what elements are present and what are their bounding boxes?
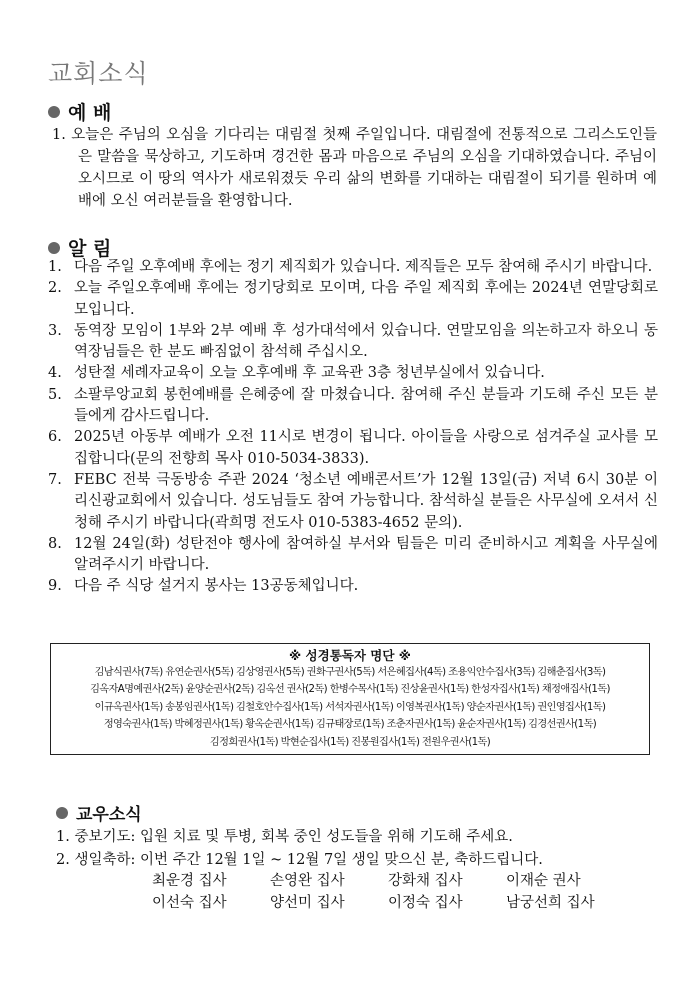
alumni-heading [56,800,142,825]
bible-reader-line: 김정희권사(1독) 박현순집사(1독) 진봉원집사(1독) 전원우권사(1독) [209,736,491,748]
birthday-names-row [152,870,624,892]
notice-text: 다음 주 식당 설거지 봉사는 13공동체입니다. [74,578,359,595]
notice-text: 12월 24일(화) 성탄전야 행사에 참여하실 부서와 팀들은 미리 준비하시고 계획을 사무실에 알려주시기 바랍니다. [74,535,658,574]
notice-item [48,385,658,428]
notice-number: 5. [48,386,62,403]
notice-text: 소팔루앙교회 봉헌예배를 은혜중에 잘 마쳤습니다. 참여해 주신 분들과 기도해 주신 모든 분들에게 감사드립니다. [74,386,658,425]
notice-item [48,576,658,597]
notice-item [48,363,658,384]
bullet-icon [56,807,68,819]
alumni-heading-text: 교우소식 [76,805,142,825]
birthday-name: 최운경 집사 [152,873,227,889]
bible-reader-line: 이규옥권사(1독) 송봉임권사(1독) 김철호안수집사(1독) 서석자권사(1독) 이영복권사(1독) 양순자권사(1독) 권인영집사(1독) [94,701,606,713]
page-title: 교회소식 [48,59,149,88]
notice-item [48,321,658,364]
notice-item [48,470,658,534]
bullet-icon [48,242,60,254]
bible-reader-title: ※ 성경통독자 명단 ※ [289,648,411,663]
birthday-name: 손영완 집사 [270,873,345,889]
bible-reader-line: 정영숙권사(1독) 박혜정권사(1독) 황옥순권사(1독) 김규태장로(1독) 조춘자권사(1독) 윤순자권사(1독) 김경선권사(1독) [103,719,597,731]
notice-item [48,257,658,278]
notice-number: 4. [48,365,62,382]
birthday-name: 이정숙 집사 [388,895,463,911]
birthday-names [152,870,624,914]
notice-number: 6. [48,429,62,446]
birthday-name: 이재순 권사 [506,873,581,889]
alumni-news [56,826,656,871]
worship-item-text: 1. 오늘은 주님의 오심을 기다리는 대림절 첫째 주일입니다. 대림절에 전통적으로 그리스도인들은 말씀을 묵상하고, 기도하며 경건한 몸과 마음으로 주님의 오심을 기대하였습니다. 주님이 오시므로 이 땅의 역사가 새로워졌듯 우리 삶의 변화를 기대하는 대림절이 되기를 원하며 예배에 오신 여러분들을 환영합니다. [52,127,657,209]
notice-text: 동역장 모임이 1부와 2부 예배 후 성가대석에서 있습니다. 연말모임을 의논하고자 하오니 동역장님들은 한 분도 빠짐없이 참석해 주십시오. [74,322,658,361]
birthday-name: 강화채 집사 [388,873,463,889]
notice-number: 1. [48,259,62,275]
bible-reader-line: 김옥자A명예권사(2독) 윤양순권사(2독) 김옥선 권사(2독) 한병수목사(1독) 진상윤권사(1독) 한성자집사(1독) 채정애집사(1독) [90,684,610,696]
birthday-text: 이번 주간 12월 1일 ~ 12월 7일 생일 맞으신 분, 축하드립니다. [139,851,543,868]
worship-list [52,124,657,212]
notices-list [48,257,658,598]
birthday-row [56,849,656,872]
prayer-text: 입원 치료 및 투병, 회복 중인 성도들을 위해 기도해 주세요. [139,829,513,845]
notice-item [48,427,658,470]
bible-reader-box [50,643,650,755]
notice-text: 2025년 아동부 예배가 오전 11시로 변경이 됩니다. 아이들을 사랑으로 섬겨주실 교사를 모집합니다(문의 전향희 목사 010-5034-3833). [74,429,658,467]
notice-number: 9. [48,578,62,595]
notice-text: 오늘 주일오후예배 후에는 정기당회로 모이며, 다음 주일 제직회 후에는 2024년 연말당회로 모입니다. [74,280,658,318]
birthday-names-row [152,892,624,914]
birthday-name: 남궁선희 집사 [506,895,595,911]
worship-heading [48,98,111,125]
prayer-row [56,826,656,849]
notice-item [48,278,658,321]
worship-item [52,124,657,212]
prayer-label: 1. 중보기도: [56,829,136,845]
notice-number: 3. [48,322,62,339]
notice-number: 7. [48,471,62,488]
notices-heading-text: 알 림 [68,238,112,260]
birthday-name: 이선숙 집사 [152,895,227,911]
bible-reader-line: 김남식권사(7독) 유연순권사(5독) 김상영권사(5독) 권화구권사(5독) 서은혜집사(4독) 조용익안수집사(3독) 김해춘집사(3독) [94,667,606,678]
birthday-label: 2. 생일축하: [56,851,136,868]
birthday-name: 양선미 집사 [270,895,345,911]
notice-text: FEBC 전북 극동방송 주관 2024 ‘청소년 예배콘서트’가 12월 13일(금) 저녁 6시 30분 이리신광교회에서 있습니다. 성도님들도 참여 가능합니다. 참석하실 분들은 사무실에 오셔서 신청해 주시기 바랍니다(곽희명 전도사 010-5383-4652 문의). [74,471,658,531]
notice-text: 다음 주일 오후예배 후에는 정기 제직회가 있습니다. 제직들은 모두 참여해 주시기 바랍니다. [74,259,653,275]
notice-number: 2. [48,280,62,297]
worship-heading-text: 예 배 [68,102,112,124]
notice-number: 8. [48,535,62,552]
notice-text: 성탄절 세례자교육이 오늘 오후예배 후 교육관 3층 청년부실에서 있습니다. [74,365,545,382]
bullet-icon [48,106,60,118]
notice-item [48,534,658,577]
